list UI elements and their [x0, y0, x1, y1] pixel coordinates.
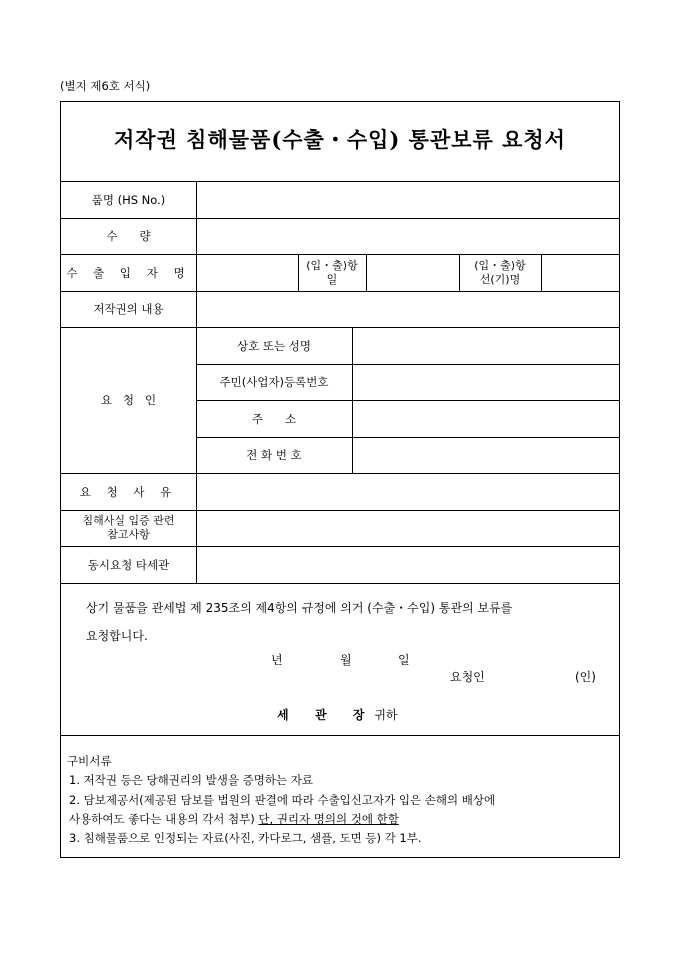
- date-day-label: 일: [398, 653, 410, 667]
- copyright-content-field[interactable]: [197, 292, 619, 327]
- requester-label: 요 청 인: [100, 393, 157, 407]
- product-name-field[interactable]: [197, 182, 619, 218]
- notes-item-2-condition: 단, 권리자 명의의 것에 한함: [258, 812, 399, 826]
- form-title: 저작권 침해물품(수출・수입) 통관보류 요청서: [114, 127, 566, 152]
- exporter-importer-field[interactable]: [197, 255, 298, 291]
- request-form: [60, 101, 620, 858]
- vessel-label: (입・출)항 선(기)명: [474, 258, 526, 286]
- phone-label: 전 화 번 호: [246, 448, 302, 462]
- date-year-label: 년: [271, 653, 283, 667]
- simultaneous-request-field[interactable]: [197, 547, 619, 583]
- port-field[interactable]: [367, 255, 459, 291]
- addressee-customs-chief: 세 관 장: [277, 708, 371, 722]
- requester-sign-label: 요청인: [450, 670, 485, 684]
- registration-number-field[interactable]: [353, 365, 619, 400]
- notes-item-3: 3. 침해물품으로 인정되는 자료(사진, 카다로그, 샘플, 도면 등) 각 1부.: [69, 831, 422, 845]
- exporter-importer-label: 수 출 입 자 명: [66, 265, 191, 280]
- notes-item-2: 2. 담보제공서(제공된 담보를 법원의 판결에 따라 수출입신고자가 입은 손해의 배상에: [69, 793, 496, 807]
- address-field[interactable]: [353, 401, 619, 437]
- copyright-content-label: 저작권의 내용: [93, 302, 164, 316]
- addressee-honorific: 귀하: [374, 708, 398, 722]
- name-label: 상호 또는 성명: [237, 338, 311, 353]
- date-month-label: 월: [340, 653, 352, 667]
- name-field[interactable]: [353, 328, 619, 364]
- phone-field[interactable]: [353, 438, 619, 473]
- simultaneous-request-label: 동시요청 타세관: [87, 557, 170, 572]
- divider: [61, 583, 619, 584]
- infringement-reference-label: 침해사실 입증 관련 참고사항: [82, 514, 175, 541]
- registration-number-label: 주민(사업자)등록번호: [219, 375, 329, 389]
- quantity-field[interactable]: [197, 219, 619, 254]
- reason-field[interactable]: [197, 474, 619, 510]
- notes-item-1: 1. 저작권 등은 당해권리의 발생을 증명하는 자료: [69, 773, 313, 787]
- quantity-label: 수 량: [106, 229, 151, 243]
- port-label: (입・출)항 일: [306, 258, 358, 286]
- divider: [61, 735, 619, 736]
- address-label: 주 소: [251, 411, 297, 426]
- notes-heading: 구비서류: [67, 754, 112, 768]
- vessel-field[interactable]: [542, 255, 619, 291]
- product-name-label: 품명 (HS No.): [91, 192, 166, 207]
- reason-label: 요 청 사 유: [79, 484, 178, 499]
- statement-line-1: 상기 물품을 관세법 제 235조의 제4항의 규정에 의거 (수출・수입) 통관의 보류를: [86, 601, 513, 615]
- statement-line-2: 요청합니다.: [86, 629, 148, 643]
- infringement-reference-field[interactable]: [197, 511, 619, 546]
- seal-label: (인): [575, 670, 596, 684]
- form-caption: (별지 제6호 서식): [60, 79, 151, 93]
- notes-item-2-continued: 사용하여도 좋다는 내용의 각서 첨부): [69, 812, 259, 826]
